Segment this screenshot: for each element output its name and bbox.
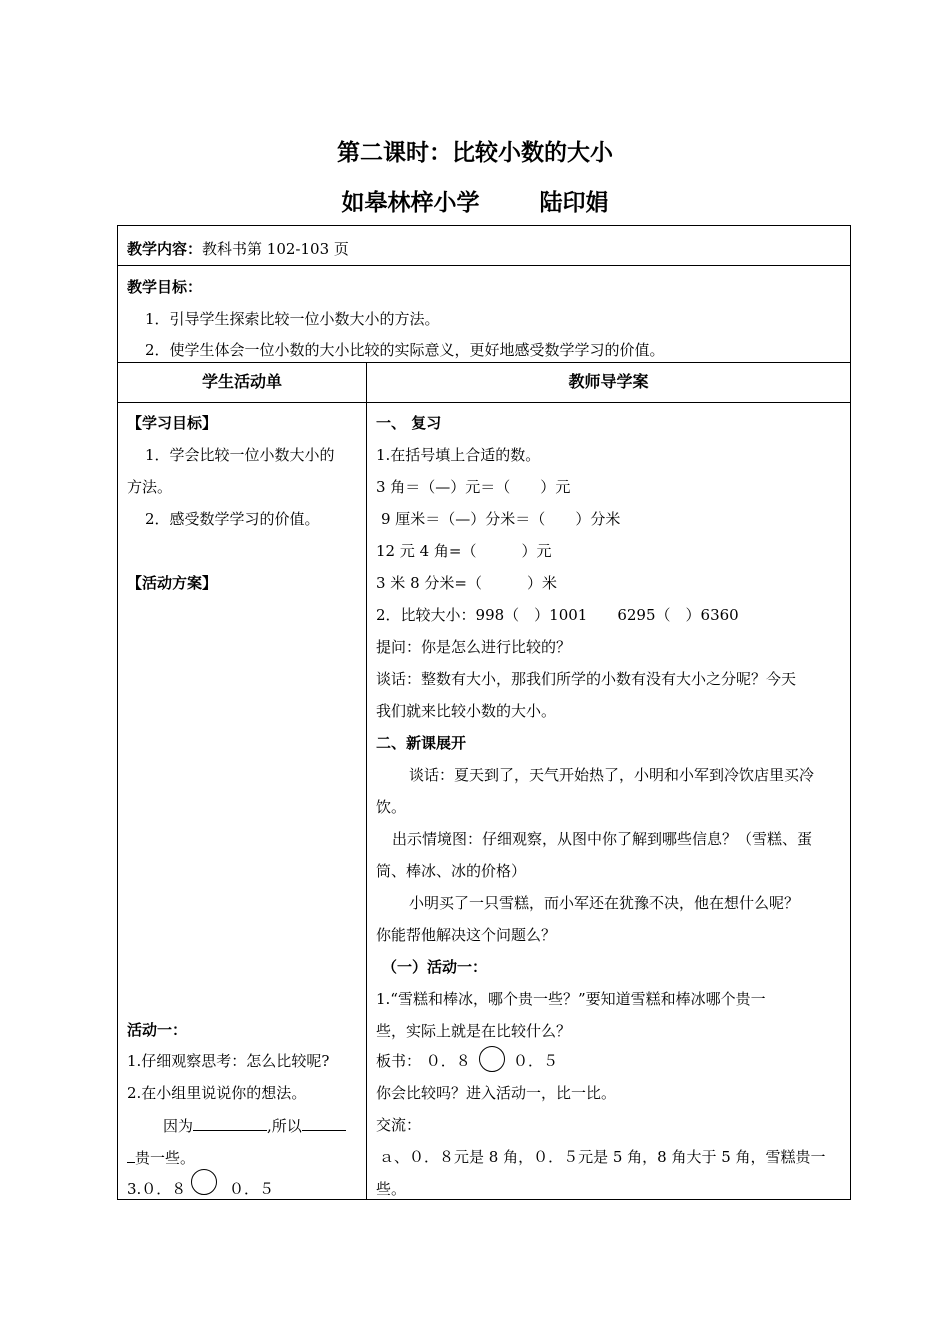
table-border-bottom (117, 1199, 851, 1200)
fill-item: 3 角＝（—）元＝（ ）元 (376, 478, 571, 496)
table-border-right (850, 225, 851, 1200)
board-left: 板书： ０．８ (376, 1052, 471, 1070)
activity-one-title: （一）活动一： (382, 958, 488, 976)
question-text-cont: 你能帮他解决这个问题么？ (376, 926, 557, 944)
row-divider (117, 402, 851, 403)
content-value: 教科书第 102-103 页 (202, 240, 349, 258)
student-column-header: 学生活动单 (201, 372, 282, 391)
column-divider (366, 362, 367, 1200)
row-divider (117, 362, 851, 363)
learning-goal-item: 2．感受数学学习的价值。 (145, 510, 320, 528)
talk-text-cont: 我们就来比较小数的大小。 (376, 702, 557, 720)
subtitle (0, 184, 950, 217)
objective-item: 2．使学生体会一位小数的大小比较的实际意义，更好地感受数学学习的价值。 (145, 341, 665, 359)
because-blank (193, 1115, 267, 1131)
learning-goal-item-cont: 方法。 (127, 478, 173, 496)
board-right: ０．５ (513, 1052, 559, 1070)
fill-title: 1.在括号填上合适的数。 (376, 446, 541, 464)
author-name: 陆印娟 (539, 190, 609, 216)
because-sentence (163, 1115, 346, 1136)
teaching-content (127, 239, 349, 259)
question-text: 提问：你是怎么进行比较的？ (376, 638, 572, 656)
so-label: ,所以 (267, 1117, 302, 1135)
fill-item: 12 元 4 角=（ ）元 (376, 542, 552, 560)
objectives-label: 教学目标： (127, 278, 203, 296)
answer-text: ａ、０．８元是 8 角，０．５元是 5 角，8 角大于 5 角，雪糕贵一 (379, 1148, 826, 1166)
activity-one-text: 1.“雪糕和棒冰，哪个贵一些？”要知道雪糕和棒冰哪个贵一 (376, 990, 766, 1008)
compare-right: ０．５ (229, 1180, 275, 1198)
answer-text-cont: 些。 (376, 1180, 407, 1198)
because-sentence-cont (127, 1147, 195, 1168)
compare-left: 3.０．８ (127, 1180, 187, 1198)
activity-plan-title: 【活动方案】 (127, 574, 218, 592)
exchange-label: 交流： (376, 1116, 422, 1134)
because-label: 因为 (163, 1117, 194, 1135)
teacher-column-header: 教师导学案 (568, 372, 649, 391)
fill-item: 3 米 8 分米=（ ）米 (376, 574, 557, 592)
activity-one-title: 活动一： (127, 1021, 188, 1039)
compare-item: 2．比较大小：998（ ）1001 6295（ ）6360 (376, 606, 739, 624)
activity-one-question: 1.仔细观察思考：怎么比较呢? (127, 1052, 330, 1070)
comparison-circle (191, 1169, 217, 1195)
talk-text-cont: 饮。 (376, 798, 407, 816)
review-title: 一、 复习 (376, 414, 442, 432)
learning-goal-title: 【学习目标】 (127, 414, 218, 432)
scene-text-cont: 筒、棒冰、冰的价格） (376, 862, 527, 880)
talk-text: 谈话：整数有大小，那我们所学的小数有没有大小之分呢？今天 (376, 670, 797, 688)
fill-item: 9 厘米＝（—）分米＝（ ）分米 (381, 510, 621, 528)
expensive-label: 贵一些。 (135, 1149, 196, 1167)
talk-text: 谈话：夏天到了，天气开始热了，小明和小军到冷饮店里买冷 (409, 766, 815, 784)
school-name: 如皋林梓小学 (341, 190, 480, 216)
so-blank (302, 1115, 346, 1131)
learning-goal-item: 1．学会比较一位小数大小的 (145, 446, 335, 464)
content-label: 教学内容： (127, 240, 203, 258)
comparison-circle (479, 1046, 505, 1072)
scene-text: 出示情境图：仔细观察，从图中你了解到哪些信息？（雪糕、蛋 (392, 830, 813, 848)
activity-one-text-cont: 些，实际上就是在比较什么？ (376, 1022, 572, 1040)
activity-one-question: 2.在小组里说说你的想法。 (127, 1084, 307, 1102)
objective-item: 1．引导学生探索比较一位小数大小的方法。 (145, 310, 440, 328)
question-text: 小明买了一只雪糕，而小军还在犹豫不决，他在想什么呢？ (409, 894, 800, 912)
new-lesson-title: 二、新课展开 (376, 734, 467, 752)
row-divider (117, 265, 851, 266)
so-blank-cont (127, 1147, 135, 1163)
page-title: 第二课时：比较小数的大小 (337, 140, 613, 166)
table-border-top (117, 225, 851, 226)
prompt-text: 你会比较吗？进入活动一，比一比。 (376, 1084, 617, 1102)
